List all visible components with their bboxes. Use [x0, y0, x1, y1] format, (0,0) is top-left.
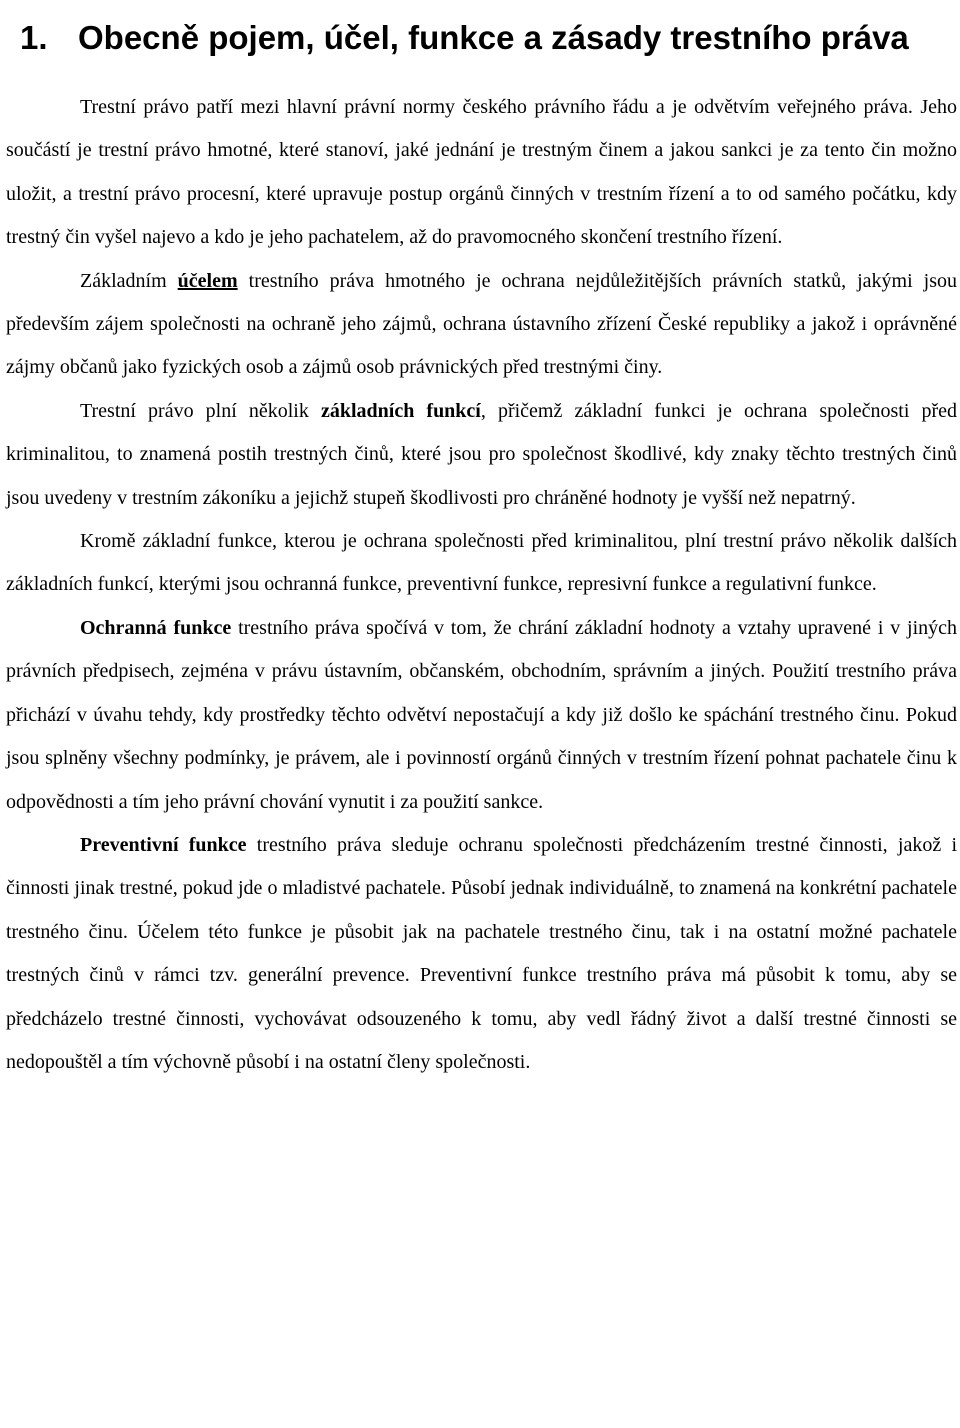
- document-body: [6, 86, 957, 1084]
- paragraph-functions-lead: Trestní právo plní několik: [80, 399, 321, 422]
- paragraph-intro: [6, 86, 957, 260]
- heading-number: 1.: [20, 19, 48, 56]
- functions-keyword: základních funkcí: [320, 399, 481, 422]
- purpose-keyword: účelem: [177, 269, 238, 292]
- heading-title: Obecně pojem, účel, funkce a zásady trestního práva: [78, 19, 909, 56]
- paragraph-purpose-lead: Základním: [80, 269, 178, 292]
- paragraph-protective-function: [6, 607, 957, 824]
- paragraph-other-functions-text: Kromě základní funkce, kterou je ochrana společnosti před kriminalitou, plní trestní právo několik dalších základních funkcí, kterými jsou ochranná funkce, preventivní funkce, represivní funkce a regulativní funkce.: [6, 530, 957, 596]
- paragraph-other-functions: [6, 520, 957, 607]
- paragraph-preventive-function-rest: trestního práva sleduje ochranu společnosti předcházením trestné činnosti, jakož i činnosti jinak trestné, pokud jde o mladistvé pachatele. Působí jednak individuálně, to znamená na konkrétní pachatele trestného činu. Účelem této funkce je působit jak na pachatele trestného činu, tak i na ostatní možné pachatele trestných činů v rámci tzv. generální prevence. Preventivní funkce trestního práva má působit k tomu, aby se předcházelo trestné činnosti, vychovávat odsouzeného k tomu, aby vedl řádný život a další trestné činnosti se nedopouštěl a tím výchovně působí i na ostatní členy společnosti.: [6, 833, 957, 1073]
- paragraph-purpose: [6, 260, 957, 390]
- paragraph-functions-rest: , přičemž základní funkci je ochrana společnosti před kriminalitou, to znamená postih trestných činů, které jsou pro společnost škodlivé, kdy znaky těchto trestných činů jsou uvedeny v trestním zákoníku a jejichž stupeň škodlivosti pro chráněné hodnoty je vyšší než nepatrný.: [6, 399, 957, 509]
- paragraph-functions: [6, 390, 957, 520]
- section-heading: [6, 0, 960, 74]
- paragraph-purpose-rest: trestního práva hmotného je ochrana nejdůležitějších právních statků, jakými jsou především zájem společnosti na ochraně jeho zájmů, ochrana ústavního zřízení České republiky a jakož i oprávněné zájmy občanů jako fyzických osob a zájmů osob právnických před trestnými činy.: [6, 269, 957, 379]
- protective-function-keyword: Ochranná funkce: [80, 616, 232, 639]
- paragraph-intro-text: Trestní právo patří mezi hlavní právní normy českého právního řádu a je odvětvím veřejného práva. Jeho součástí je trestní právo hmotné, které stanoví, jaké jednání je trestným činem a jakou sankci je za tento čin možno uložit, a trestní právo procesní, které upravuje postup orgánů činných v trestním řízení a to od samého počátku, kdy trestný čin vyšel najevo a kdo je jeho pachatelem, až do pravomocného skončení trestního řízení.: [6, 96, 957, 249]
- paragraph-protective-function-rest: trestního práva spočívá v tom, že chrání základní hodnoty a vztahy upravené i v jiných právních předpisech, zejména v právu ústavním, občanském, obchodním, správním a jiných. Použití trestního práva přichází v úvahu tehdy, kdy prostředky těchto odvětví nepostačují a kdy již došlo ke spáchání trestného činu. Pokud jsou splněny všechny podmínky, je právem, ale i povinností orgánů činných v trestním řízení pohnat pachatele činu k odpovědnosti a tím jeho právní chování vynutit i za použití sankce.: [6, 616, 957, 813]
- preventive-function-keyword: Preventivní funkce: [80, 833, 247, 856]
- paragraph-preventive-function: [6, 824, 957, 1084]
